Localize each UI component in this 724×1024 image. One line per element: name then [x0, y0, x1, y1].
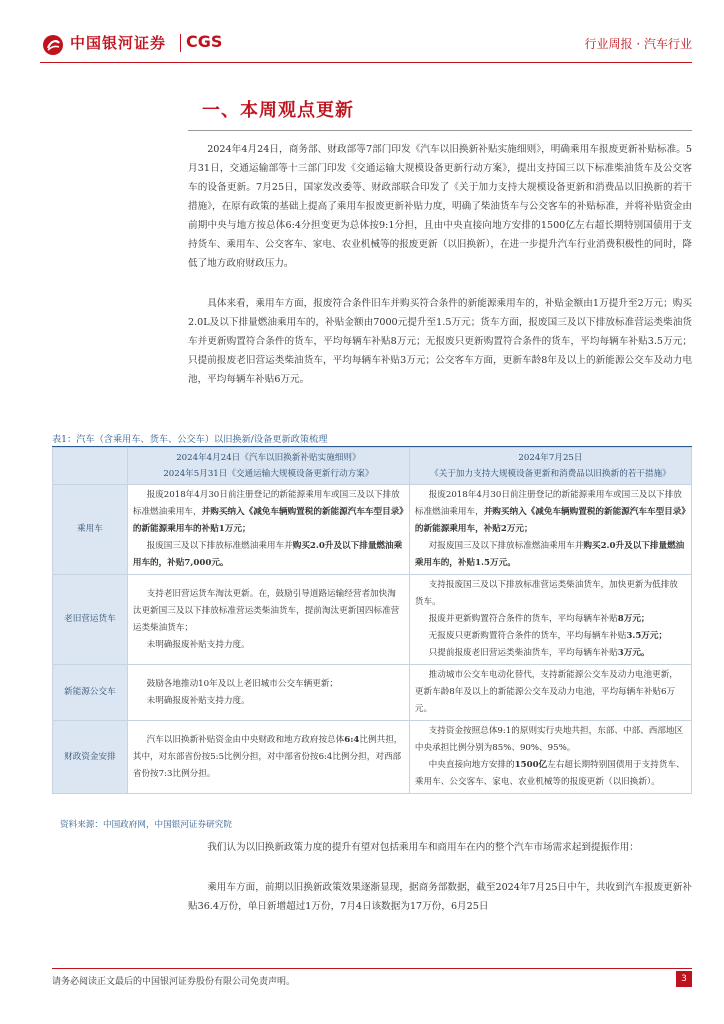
- cell-text-bold: 并购买纳入《减免车辆购置税的新能源汽车车型目录》的新能源乘用车的补贴1万元；: [132, 507, 404, 534]
- logo-text-cn: 中国银河证券: [70, 34, 167, 52]
- paragraph-view: 我们认为以旧换新政策力度的提升有望对包括乘用车和商用车在内的整个汽车市场需求起到提振作用：: [207, 842, 639, 853]
- header-divider: [40, 62, 692, 63]
- logo-text-en: CGS: [186, 32, 223, 51]
- cell-text: [415, 757, 686, 791]
- cell-text-plain: 左右超长期特别国债用于支持货车、乘用车、公交客车、家电、农业机械等的报废更新（以旧换新）。: [414, 760, 685, 787]
- cell-text-bold: 购买2.0升及以下排量燃油乘用车的，补贴1.5万元。: [414, 541, 685, 568]
- cell-bus-new: [409, 665, 691, 721]
- table-row: [53, 485, 692, 575]
- cell-passenger-new: [409, 485, 691, 575]
- table-header-new-policy: [409, 448, 691, 485]
- row-label-fund: 财政资金安排: [53, 721, 128, 794]
- table-header-new-line1: 2024年7月25日: [518, 453, 583, 463]
- cell-text-bold: 3.5万元；: [626, 631, 668, 641]
- section-divider: [188, 130, 692, 131]
- cell-text: [415, 538, 686, 572]
- cell-text-plain: 报废国三及以下排放标准燃油乘用车并: [146, 541, 293, 551]
- cell-text-plain: 中央直接向地方安排的: [428, 760, 515, 770]
- cell-text: [415, 611, 686, 628]
- cell-text-plain: 报废2018年4月30日前注册登记的新能源乘用车或国三及以下排放标准燃油乘用车，: [132, 490, 400, 517]
- cell-text-bold: 6:4: [344, 734, 360, 745]
- cell-text: [415, 628, 686, 645]
- row-label-passenger: 乘用车: [53, 485, 128, 575]
- cell-text: [133, 732, 404, 783]
- cgs-logo-icon: [42, 34, 64, 56]
- policy-table: [52, 447, 692, 794]
- table-header-new-line2: 《关于加力支持大规模设备更新和消费品以旧换新的若干措施》: [430, 469, 671, 479]
- table-header-old-policy: [127, 448, 409, 485]
- cell-text-plain: 无报废只更新购置符合条件的货车，平均每辆车补贴: [428, 631, 627, 641]
- cell-freight-new: [409, 575, 691, 665]
- cell-text: [133, 487, 404, 538]
- table-caption: 表1：汽车（含乘用车、货车、公交车）以旧换新/设备更新政策梳理: [52, 434, 328, 445]
- cell-text: 支持资金按照总体9:1的原则实行央地共担，东部、中部、西部地区中央承担比例分别为85%、90%、95%。: [414, 726, 684, 753]
- paragraph-passenger-data: 乘用车方面，前期以旧换新政策效果逐渐显现，据商务部数据，截至2024年7月25日中午，共收到汽车报废更新补贴36.4万份，单日新增超过1万份，7月4日该数据为17万份，6月25日: [188, 882, 692, 912]
- table-row: [53, 721, 692, 794]
- cell-text: 支持老旧营运货车淘汰更新。在，鼓励引导道路运输经营者加快淘汰更新国三及以下排放标准营运类柴油货车，提前淘汰更新国四标准营运类柴油货车；: [132, 588, 400, 633]
- cell-text-plain: 报废并更新购置符合条件的货车，平均每辆车补贴: [428, 614, 618, 624]
- cell-text-plain: 汽车以旧换新补贴资金由中央财政和地方政府按总体: [146, 734, 345, 745]
- row-label-freight: 老旧营运货车: [53, 575, 128, 665]
- cell-text: [415, 645, 686, 662]
- cell-fund-old: [127, 721, 409, 794]
- cell-text-plain: 报废2018年4月30日前注册登记的新能源乘用车或国三及以下排放标准燃油乘用车，: [414, 490, 682, 517]
- cell-freight-old: [127, 575, 409, 665]
- cell-text: [133, 538, 404, 572]
- cell-text: 未明确报废补贴支持力度。: [146, 695, 250, 706]
- table-row: [53, 575, 692, 665]
- cell-passenger-old: [127, 485, 409, 575]
- table-header-old-line1: 2024年4月24日《汽车以旧换新补贴实施细则》: [176, 453, 361, 463]
- cell-text-plain: 对报废国三及以下排放标准燃油乘用车并: [428, 541, 584, 551]
- cell-text: 支持报废国三及以下排放标准营运类柴油货车，加快更新为低排放货车。: [414, 580, 678, 607]
- page-header: [0, 0, 724, 84]
- cell-text: 推动城市公交车电动化替代，支持新能源公交车及动力电池更新，更新车龄8年及以上的新能源公交车及动力电池，平均每辆车补贴6万元。: [414, 670, 678, 714]
- cell-text: 鼓励各地推动10年及以上老旧城市公交车辆更新；: [146, 678, 339, 689]
- table-row: [53, 665, 692, 721]
- cell-text-bold: 购买2.0升及以下排量燃油乘用车的，补贴7,000元。: [132, 541, 403, 568]
- page-number: 3: [676, 971, 692, 987]
- footer-divider: [52, 968, 692, 969]
- logo-divider: [180, 34, 181, 52]
- cell-text-bold: 1500亿: [514, 760, 548, 770]
- table-header-old-line2: 2024年5月31日《交通运输大规模设备更新行动方案》: [163, 469, 374, 479]
- footer-disclaimer[interactable]: 请务必阅读正文最后的中国银河证券股份有限公司免责声明。: [52, 977, 296, 987]
- cell-text-plain: 只提前报废老旧营运类柴油货车，平均每辆车补贴: [428, 648, 618, 658]
- cell-text-plain: 比例共担，其中，对东部省份按5:5比例分担，对中部省份按6:4比例分担，对西部省份按7:3比例分担。: [132, 734, 403, 779]
- section-title: 一、本周观点更新: [202, 100, 354, 121]
- report-type-label: 行业周报 · 汽车行业: [584, 37, 692, 51]
- cell-text: 未明确报废补贴支持力度。: [146, 639, 250, 650]
- cell-text-bold: 并购买纳入《减免车辆购置税的新能源汽车车型目录》的新能源乘用车，补贴2万元；: [414, 507, 686, 534]
- cell-text-bold: 8万元；: [617, 614, 650, 624]
- cell-text: [415, 487, 686, 538]
- table-header-blank: [53, 448, 128, 485]
- cell-text-bold: 3万元。: [617, 648, 650, 658]
- table-header-row: [53, 448, 692, 485]
- row-label-bus: 新能源公交车: [53, 665, 128, 721]
- cell-fund-new: [409, 721, 691, 794]
- cell-bus-old: [127, 665, 409, 721]
- paragraph-policy-overview: 2024年4月24日，商务部、财政部等7部门印发《汽车以旧换新补贴实施细则》，明确乘用车报废更新补贴标准。5月31日，交通运输部等十三部门印发《交通运输大规模设备更新行动方案》，提出支持国三以下标准柴油货车及公交客车的设备更新。7月25日，国家发改委等、财政部联合印发了《关于加力支持大规模设备更新和消费品以旧换新的若干措施》，在原有政策的基础上提高了乘用车报废更新补贴力度，明确了柴油货车与公交客车的补贴标准，并将补贴资金由前期中央与地方按总体6:4分担变更为总体按9:1分担，且由中央直接向地方安排的1500亿左右超长期特别国债用于支持货车、乘用车、公交客车、家电、农业机械等的报废更新（以旧换新），在进一步提升汽车行业消费积极性的同时，降低了地方政府财政压力。: [188, 144, 692, 269]
- paragraph-policy-detail: 具体来看，乘用车方面，报废符合条件旧车并购买符合条件的新能源乘用车的，补贴金额由1万提升至2万元；购买2.0L及以下排量燃油乘用车的，补贴金额由7000元提升至1.5万元；货车方面，报废国三及以下排放标准营运类柴油货车并更新购置符合条件的货车，平均每辆车补贴8万元；无报废只更新购置符合条件的货车，平均每辆车补贴3.5万元；只提前报废老旧营运类柴油货车，平均每辆车补贴3万元；公交客车方面，更新车龄8年及以上的新能源公交车及动力电池，平均每辆车补贴6万元。: [188, 298, 692, 385]
- table-source: 资料来源：中国政府网，中国银河证券研究院: [60, 820, 232, 830]
